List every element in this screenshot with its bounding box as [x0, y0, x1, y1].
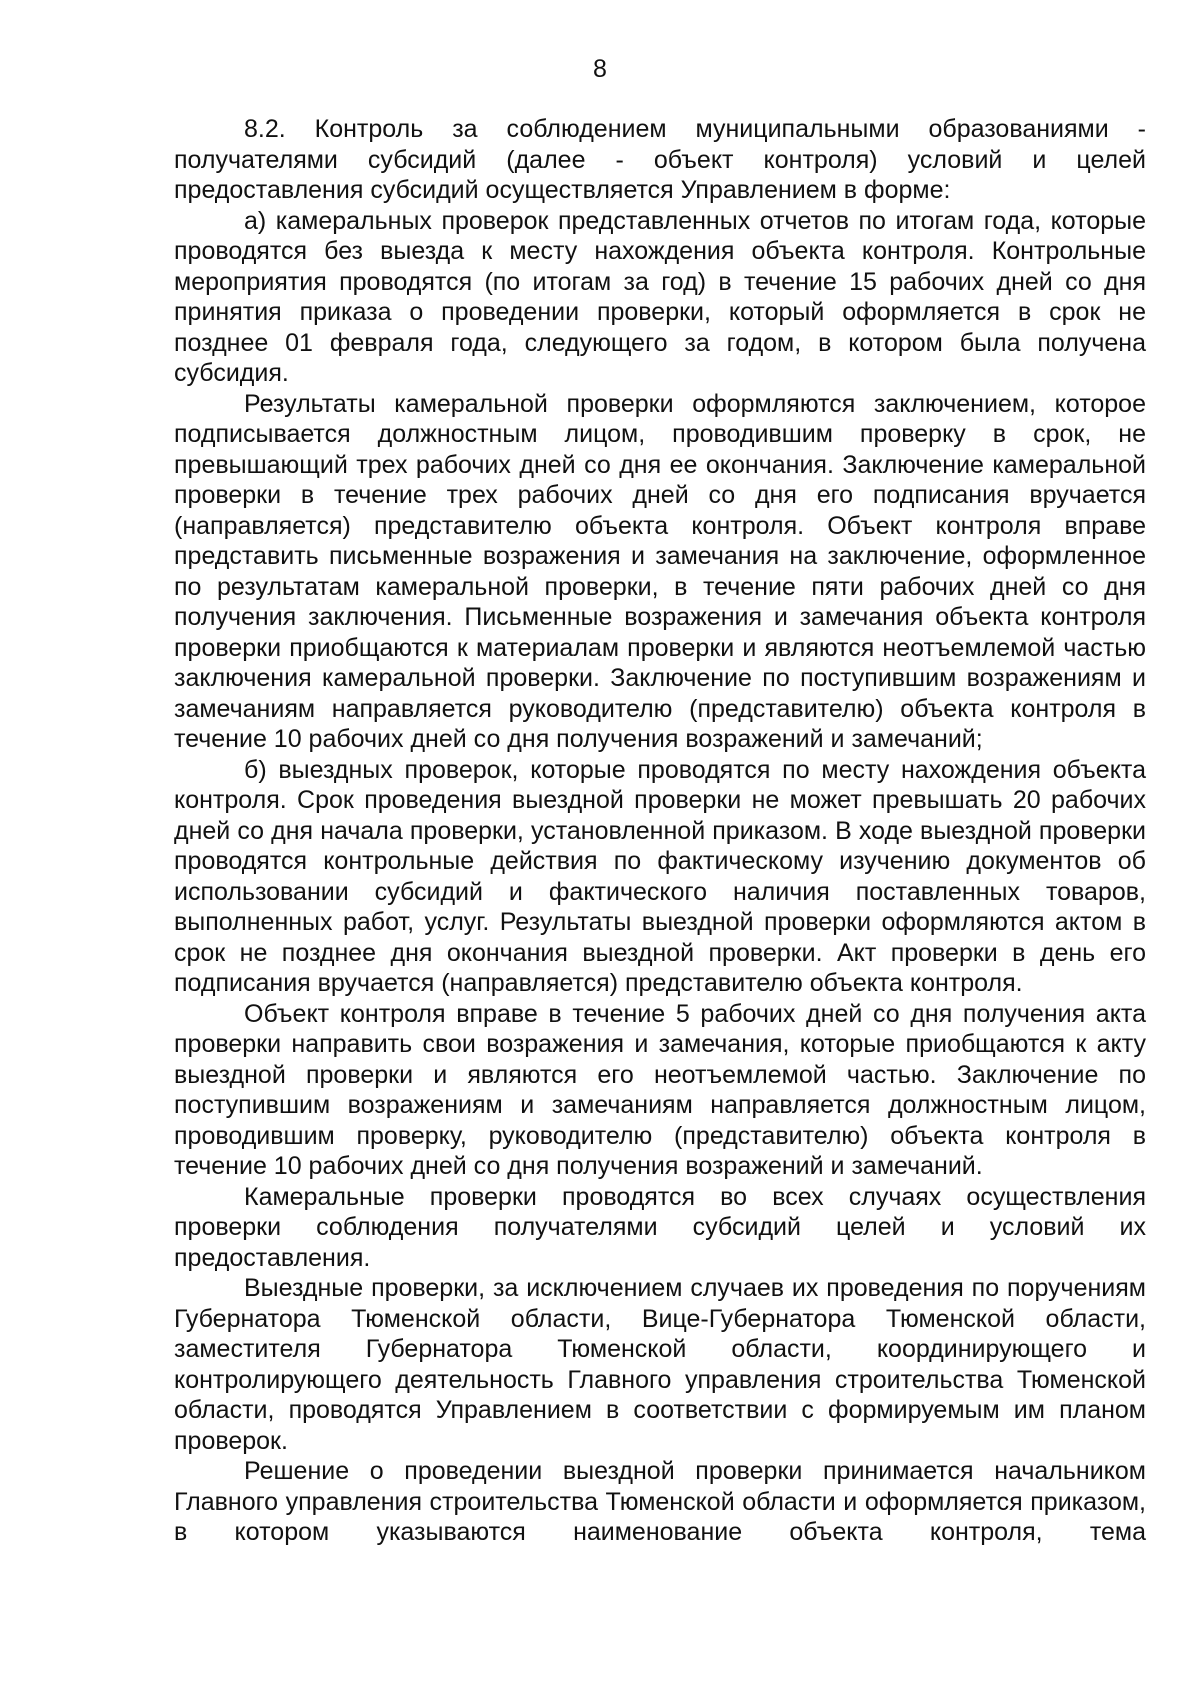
paragraph-b-field-audits: б) выездных проверок, которые проводятся по месту нахождения объекта контроля. Срок проведения выездной проверки не может превышать 20 рабочих дней со дня начала проверки, установленной приказом. В ходе выездной проверки проводятся контрольные действия по фактическому изучению документов об использовании субсидий и фактического наличия поставленных товаров, выполненных работ, услуг. Результаты выездной проверки оформляются актом в срок не позднее дня окончания выездной проверки. Акт проверки в день его подписания вручается (направляется) представителю объекта контроля. [174, 755, 1146, 997]
paragraph-field-audit-decision: Решение о проведении выездной проверки принимается начальником Главного управления строительства Тюменской области и оформляется приказом, в котором указываются наименование объекта контроля, тема [174, 1457, 1146, 1546]
page-number: 8 [593, 55, 607, 83]
paragraph-desk-audits-all-cases: Камеральные проверки проводятся во всех случаях осуществления проверки соблюдения получателями субсидий целей и условий их предоставления. [174, 1182, 1146, 1272]
paragraph-a-desk-audits: а) камеральных проверок представленных отчетов по итогам года, которые проводятся без выезда к месту нахождения объекта контроля. Контрольные мероприятия проводятся (по итогам за год) в течение 15 рабочих дней со дня принятия приказа о проведении проверки, который оформляется в срок не позднее 01 февраля года, следующего за годом, в котором была получена субсидия. [174, 206, 1146, 387]
paragraph-objections: Объект контроля вправе в течение 5 рабочих дней со дня получения акта проверки направить свои возражения и замечания, которые приобщаются к акту выездной проверки и являются его неотъемлемой частью. Заключение по поступившим возражениям и замечаниям направляется должностным лицом, проводившим проверку, руководителю (представителю) объекта контроля в течение 10 рабочих дней со дня получения возражений и замечаний. [174, 999, 1146, 1180]
document-body [174, 114, 1146, 1548]
paragraph-field-audits-plan: Выездные проверки, за исключением случаев их проведения по поручениям Губернатора Тюменской области, Вице-Губернатора Тюменской области, заместителя Губернатора Тюменской области, координирующего и контролирующего деятельность Главного управления строительства Тюменской области, проводятся Управлением в соответствии с формируемым им планом проверок. [174, 1274, 1146, 1455]
paragraph-8-2-control: 8.2. Контроль за соблюдением муниципальными образованиями - получателями субсидий (далее - объект контроля) условий и целей предоставления субсидий осуществляется Управлением в форме: [174, 115, 1146, 204]
paragraph-desk-audit-results: Результаты камеральной проверки оформляются заключением, которое подписывается должностным лицом, проводившим проверку в срок, не превышающий трех рабочих дней со дня ее окончания. Заключение камеральной проверки в течение трех рабочих дней со дня его подписания вручается (направляется) представителю объекта контроля. Объект контроля вправе представить письменные возражения и замечания на заключение, оформленное по результатам камеральной проверки, в течение пяти рабочих дней со дня получения заключения. Письменные возражения и замечания объекта контроля проверки приобщаются к материалам проверки и являются неотъемлемой частью заключения камеральной проверки. Заключение по поступившим возражениям и замечаниям направляется руководителю (представителю) объекта контроля в течение 10 рабочих дней со дня получения возражений и замечаний; [174, 389, 1146, 753]
